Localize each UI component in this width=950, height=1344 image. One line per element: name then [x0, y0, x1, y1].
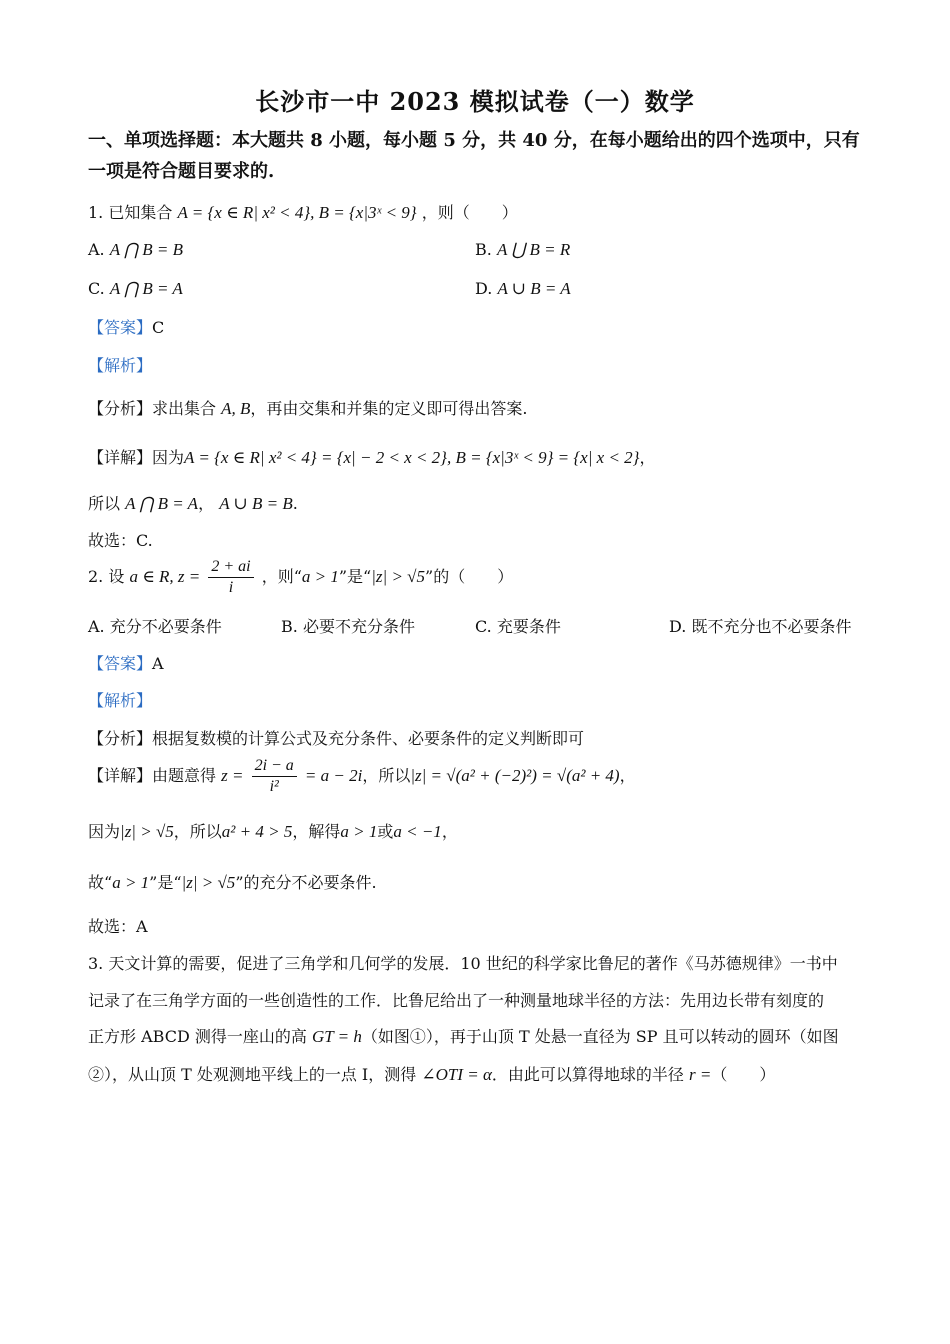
q1-fenxi — [88, 396, 528, 419]
conclusion-math-1: a > 1 — [112, 873, 150, 892]
option-letter: C. — [88, 279, 105, 298]
because-math-3: a > 1 — [340, 822, 378, 841]
because-text-2: ，所以 — [173, 822, 222, 841]
q2-option-b — [281, 614, 415, 637]
fraction-denominator: i — [228, 579, 234, 596]
q3-math-2: r = — [689, 1065, 712, 1084]
detail-math: = a − 2i — [304, 766, 363, 785]
option-expr: A ⋃ B = R — [496, 240, 571, 259]
fenxi-math: A, B — [221, 399, 251, 418]
q2-detail-fraction — [252, 756, 297, 797]
option-letter: D. — [475, 279, 493, 298]
conclusion-sep: ， — [198, 494, 215, 513]
q2-stem-suffix: ”的（ ） — [425, 567, 514, 586]
detail-modulus: |z| = √(a² + (−2)²) = √(a² + 4) — [410, 766, 620, 785]
q2-condition-2: |z| > √5 — [371, 567, 426, 586]
detail-tag: 【详解】 — [88, 448, 153, 467]
conclusion-math-1: A ⋂ B = A — [125, 494, 199, 513]
detail-text-3: ， — [619, 766, 636, 785]
because-text-3: ，解得 — [292, 822, 341, 841]
q2-analysis-tag: 【解析】 — [88, 691, 153, 710]
option-letter: B. — [281, 617, 298, 636]
option-letter: D. — [669, 617, 687, 636]
exam-title: 长沙市一中 2023 模拟试卷（一）数学 — [255, 87, 695, 116]
option-expr: A ⋂ B = B — [109, 240, 183, 259]
section-heading-line-1: 一、单项选择题：本大题共 8 小题，每小题 5 分，共 40 分，在每小题给出的四个选项中，只有 — [88, 130, 860, 151]
option-letter: A. — [88, 617, 105, 636]
detail-text-2: ，所以 — [362, 766, 411, 785]
q2-detail — [88, 756, 636, 797]
q2-stem-mid: ，则“ — [261, 567, 302, 586]
conclusion-end: . — [292, 494, 298, 513]
detail-z: z = — [221, 766, 244, 785]
q1-conclusion — [88, 491, 298, 514]
option-letter: A. — [88, 240, 105, 259]
option-text: 充分不必要条件 — [109, 617, 222, 636]
q2-fraction — [208, 557, 253, 598]
q1-option-d — [475, 279, 571, 299]
q2-answer — [88, 651, 164, 674]
answer-tag: 【答案】 — [88, 654, 153, 673]
q2-conclusion — [88, 870, 377, 893]
option-letter: C. — [475, 617, 492, 636]
q2-stem — [88, 557, 513, 598]
because-text-5: ， — [441, 822, 458, 841]
fraction-numerator: 2 + ai — [208, 557, 253, 578]
detail-text-2: ， — [639, 448, 656, 467]
conclusion-math-2: A ∪ B = B — [219, 494, 293, 513]
fenxi-tag: 【分析】 — [88, 399, 153, 418]
q3-text-2: ．由此可以算得地球的半径 — [491, 1065, 684, 1084]
q1-stem-prefix: 1. 已知集合 — [88, 203, 173, 222]
q1-detail — [88, 445, 656, 468]
option-letter: B. — [475, 240, 492, 259]
answer-tag: 【答案】 — [88, 318, 153, 337]
q2-fenxi — [88, 726, 584, 749]
q3-line-3 — [88, 1024, 839, 1047]
q2-stem-mid-2: ”是“ — [338, 567, 372, 586]
q3-line-2: 记录了在三角学方面的一些创造性的工作．比鲁尼给出了一种测量地球半径的方法：先用边长带有刻度的 — [88, 991, 825, 1010]
q3-text-3: （ ） — [711, 1065, 776, 1084]
detail-text: 由题意得 — [152, 766, 217, 785]
q1-stem-math: A = {x ∈ R| x² < 4}, B = {x|3ˣ < 9} — [177, 203, 417, 222]
conclusion-math-2: |z| > √5 — [181, 873, 236, 892]
fraction-denominator: i² — [269, 778, 279, 795]
q3-line-1: 3. 天文计算的需要，促进了三角学和几何学的发展．10 世纪的科学家比鲁尼的著作《马苏德规律》一书中 — [88, 954, 838, 973]
q2-option-a — [88, 614, 222, 637]
because-text: 因为 — [88, 822, 121, 841]
option-text: 既不充分也不必要条件 — [691, 617, 852, 636]
q2-choose: 故选：A — [88, 917, 148, 936]
section-heading-line-2: 一项是符合题目要求的. — [88, 161, 275, 182]
q1-answer — [88, 315, 164, 338]
q1-option-a — [88, 240, 183, 260]
q2-option-d — [669, 614, 851, 637]
q3-math: ∠OTI = α — [421, 1065, 492, 1084]
q1-option-b — [475, 240, 570, 260]
q3-line-4 — [88, 1062, 775, 1085]
q2-condition-1: a > 1 — [301, 567, 339, 586]
detail-tag: 【详解】 — [88, 766, 153, 785]
conclusion-text-3: ”的充分不必要条件. — [235, 873, 377, 892]
conclusion-text: 故“ — [88, 873, 113, 892]
q2-stem-math: a ∈ R, z = — [129, 567, 201, 586]
q3-math: GT = h — [311, 1027, 362, 1046]
q2-because — [88, 819, 458, 842]
option-text: 必要不充分条件 — [302, 617, 415, 636]
q3-text: 正方形 ABCD 测得一座山的高 — [88, 1027, 307, 1046]
detail-math: A = {x ∈ R| x² < 4} = {x| − 2 < x < 2}, B = {x|3ˣ < 9} = {x| x < 2} — [184, 448, 640, 467]
q1-choose: 故选：C. — [88, 531, 153, 550]
option-text: 充要条件 — [496, 617, 561, 636]
because-text-4: 或 — [377, 822, 394, 841]
fenxi-text: 求出集合 — [152, 399, 217, 418]
because-math-2: a² + 4 > 5 — [221, 822, 293, 841]
q1-stem-suffix: ，则（ ） — [421, 203, 518, 222]
option-expr: A ∪ B = A — [497, 279, 571, 298]
q3-text-2: （如图①），再于山顶 T 处悬一直径为 SP 且可以转动的圆环（如图 — [361, 1027, 839, 1046]
q1-option-c — [88, 279, 183, 299]
q2-option-c — [475, 614, 561, 637]
answer-value: A — [152, 654, 164, 673]
conclusion-text-2: ”是“ — [149, 873, 182, 892]
q1-analysis-tag: 【解析】 — [88, 356, 153, 375]
q1-stem — [88, 200, 518, 223]
detail-text: 因为 — [152, 448, 185, 467]
because-math-4: a < −1 — [393, 822, 442, 841]
option-expr: A ⋂ B = A — [109, 279, 183, 298]
q3-text: ②），从山顶 T 处观测地平线上的一点 I，测得 — [88, 1065, 417, 1084]
fraction-numerator: 2i − a — [252, 756, 297, 777]
fenxi-text-2: ，再由交集和并集的定义即可得出答案. — [250, 399, 528, 418]
because-math-1: |z| > √5 — [120, 822, 174, 841]
conclusion-text: 所以 — [88, 494, 121, 513]
answer-value: C — [152, 318, 165, 337]
q2-stem-prefix: 2. 设 — [88, 567, 125, 586]
fenxi-tag: 【分析】 — [88, 729, 153, 748]
fenxi-text: 根据复数模的计算公式及充分条件、必要条件的定义判断即可 — [152, 729, 585, 748]
